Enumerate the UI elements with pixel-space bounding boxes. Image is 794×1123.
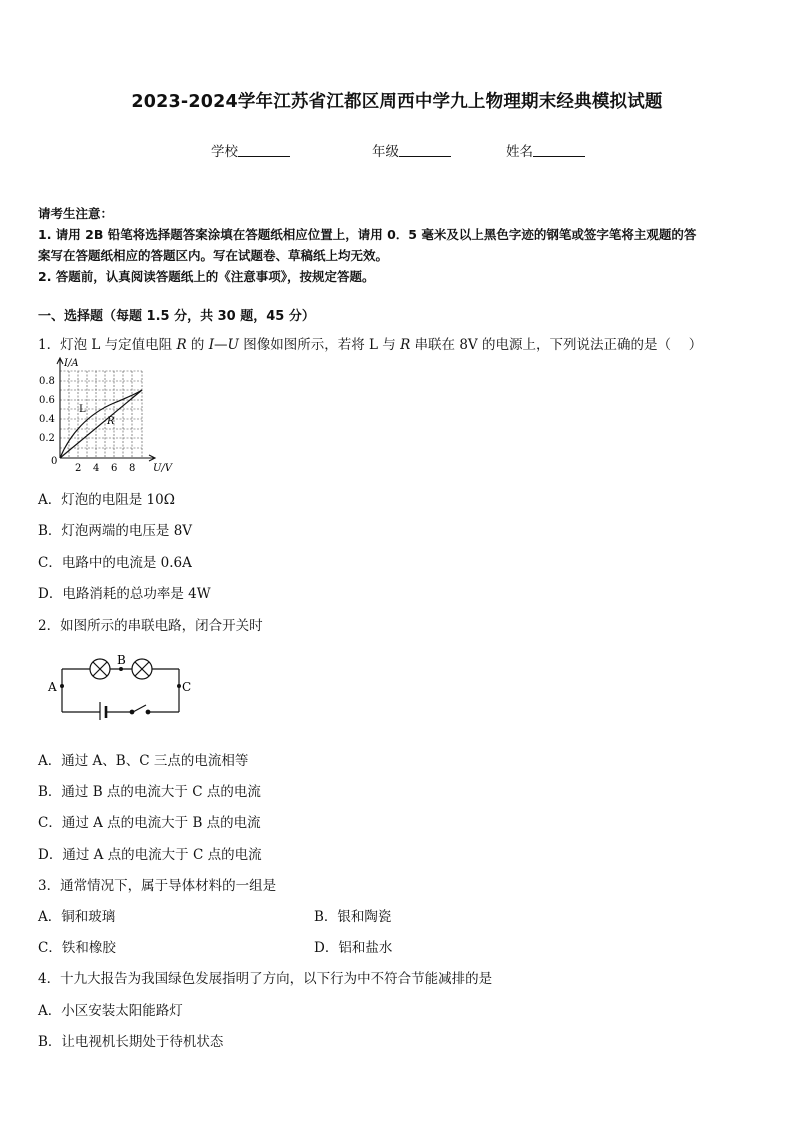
x-tick-label: 6 — [111, 463, 118, 474]
q2-option-a[interactable]: A．通过 A、B、C 三点的电流相等 — [38, 753, 249, 769]
point-b-label: B — [117, 653, 126, 667]
name-blank[interactable] — [533, 144, 585, 157]
battery-icon — [100, 702, 106, 720]
series-circuit — [40, 652, 200, 720]
notice-line-1: 1. 请用 2B 铅笔将选择题答案涂填在答题纸相应位置上，请用 0．5 毫米及以上黑色字迹的钢笔或签字笔将主观题的答 — [38, 227, 697, 242]
name-label: 姓名 — [506, 144, 533, 160]
curve-l-label: L — [79, 404, 86, 415]
point-c-label: C — [182, 680, 192, 694]
point-b-dot — [119, 667, 123, 671]
q3-option-b[interactable]: B．银和陶瓷 — [314, 909, 392, 925]
lamp-icon — [132, 659, 152, 679]
y-tick-label: 0.4 — [39, 414, 55, 425]
y-tick-label: 0.6 — [39, 395, 55, 406]
q1-dash: — — [214, 337, 228, 353]
x-tick-label: 4 — [93, 463, 100, 474]
point-c-dot — [177, 684, 181, 688]
q1-symbol-r: R — [176, 337, 187, 353]
school-field[interactable] — [211, 140, 290, 160]
q1-symbol-i: I — [208, 337, 215, 353]
q3-option-d[interactable]: D．铝和盐水 — [314, 940, 393, 956]
switch-icon — [130, 705, 150, 714]
question-1-stem — [38, 333, 702, 353]
question-3-stem: 3．通常情况下，属于导体材料的一组是 — [38, 878, 277, 894]
iu-graph — [36, 354, 186, 476]
name-field[interactable] — [506, 140, 585, 160]
q1-option-c[interactable]: C．电路中的电流是 0.6A — [38, 555, 192, 571]
q1-symbol-r2: R — [400, 337, 411, 353]
q1-symbol-u: U — [227, 337, 239, 353]
notice-line-3: 2. 答题前，认真阅读答题纸上的《注意事项》，按规定答题。 — [38, 269, 375, 284]
q1-text-a: 1．灯泡 L 与定值电阻 — [38, 337, 177, 353]
school-blank[interactable] — [238, 144, 290, 157]
grade-blank[interactable] — [399, 144, 451, 157]
grade-field[interactable] — [372, 140, 451, 160]
q4-option-b[interactable]: B．让电视机长期处于待机状态 — [38, 1034, 224, 1050]
point-a-label: A — [48, 680, 57, 694]
x-tick-label: 8 — [129, 463, 136, 474]
x-tick-label: 2 — [75, 463, 82, 474]
grade-label: 年级 — [372, 144, 399, 160]
q1-text-c: 图像如图所示，若将 L 与 — [238, 337, 401, 353]
school-label: 学校 — [211, 144, 238, 160]
y-tick-label: 0.2 — [39, 433, 55, 444]
graph-grid — [60, 371, 142, 458]
line-r-label: R — [107, 416, 115, 427]
point-a-dot — [60, 684, 64, 688]
graph-axes — [57, 358, 155, 461]
y-axis-label: I/A — [64, 358, 79, 369]
q1-option-d[interactable]: D．电路消耗的总功率是 4W — [38, 586, 211, 602]
section-heading: 一、选择题（每题 1.5 分，共 30 题，45 分） — [38, 309, 315, 324]
q1-text-b: 的 — [186, 337, 209, 353]
q1-option-b[interactable]: B．灯泡两端的电压是 8V — [38, 523, 193, 539]
q2-option-c[interactable]: C．通过 A 点的电流大于 B 点的电流 — [38, 815, 261, 831]
q2-option-b[interactable]: B．通过 B 点的电流大于 C 点的电流 — [38, 784, 261, 800]
lamp-icon — [90, 659, 110, 679]
q1-option-a[interactable]: A．灯泡的电阻是 10Ω — [38, 492, 175, 508]
y-tick-label: 0.8 — [39, 376, 55, 387]
page-title: 2023-2024学年江苏省江都区周西中学九上物理期末经典模拟试题 — [131, 92, 663, 112]
notice-line-2: 案写在答题纸相应的答题区内。写在试题卷、草稿纸上均无效。 — [38, 248, 389, 263]
q1-text-d: 串联在 8V 的电源上，下列说法正确的是（ ） — [410, 337, 703, 353]
x-axis-label: U/V — [153, 463, 173, 474]
q3-option-a[interactable]: A．铜和玻璃 — [38, 909, 116, 925]
q2-option-d[interactable]: D．通过 A 点的电流大于 C 点的电流 — [38, 847, 262, 863]
circuit-wires — [62, 669, 179, 712]
question-4-stem: 4．十九大报告为我国绿色发展指明了方向，以下行为中不符合节能减排的是 — [38, 971, 493, 987]
origin-label: 0 — [51, 456, 58, 467]
notice-heading: 请考生注意： — [38, 206, 114, 221]
q4-option-a[interactable]: A．小区安装太阳能路灯 — [38, 1003, 183, 1019]
q3-option-c[interactable]: C．铁和橡胶 — [38, 940, 116, 956]
question-2-stem: 2．如图所示的串联电路，闭合开关时 — [38, 618, 263, 634]
